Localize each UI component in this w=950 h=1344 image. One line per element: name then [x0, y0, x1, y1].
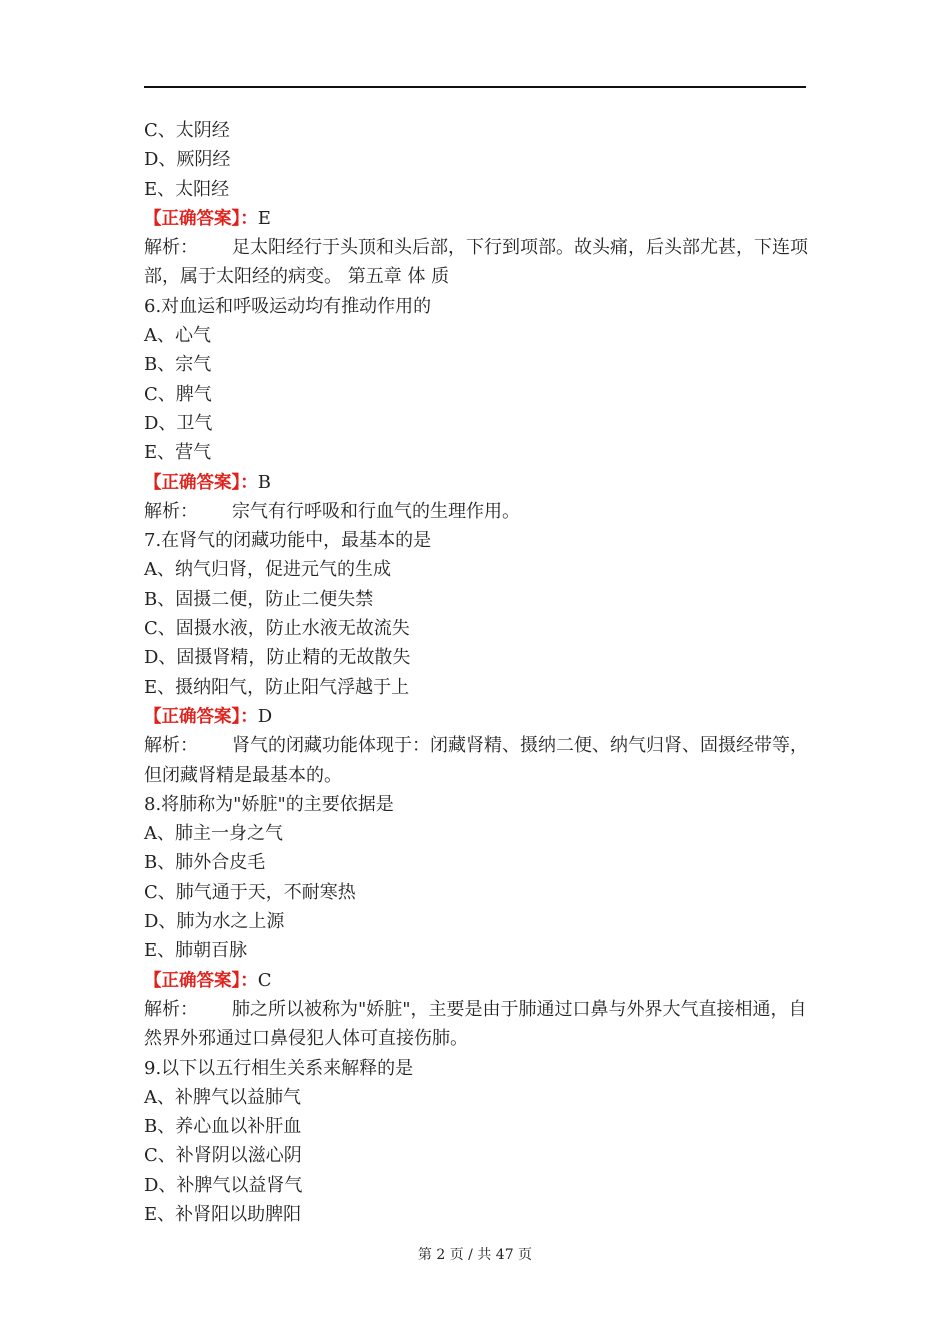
option-item: C、脾气 — [144, 383, 212, 405]
analysis-text: 足太阳经行于头顶和头后部，下行到项部。故头痛，后头部尤甚，下连项部，属于太阳经的病变。 第五章 体 质 — [144, 237, 808, 288]
analysis-paragraph — [144, 995, 808, 1054]
answer-label: 【正确答案】： — [144, 970, 258, 991]
analysis-text: 肺之所以被称为"娇脏"，主要是由于肺通过口鼻与外界大气直接相通，自然界外邪通过口鼻侵犯人体可直接伤肺。 — [144, 998, 807, 1050]
option-item: C、太阴经 — [144, 120, 230, 141]
analysis-text: 肾气的闭藏功能体现于：闭藏肾精、摄纳二便、纳气归肾、固摄经带等，但闭藏肾精是最基本的。 — [144, 735, 808, 786]
option-item: D、卫气 — [144, 412, 213, 434]
option-item: A、补脾气以益肺气 — [144, 1086, 301, 1108]
option-item: B、固摄二便，防止二便失禁 — [144, 588, 374, 610]
answer-label: 【正确答案】： — [144, 706, 258, 727]
option-item: C、肺气通于天，不耐寒热 — [144, 881, 356, 903]
answer-line — [144, 204, 808, 233]
option-item: C、补肾阴以滋心阴 — [144, 1145, 302, 1167]
option-item: C、固摄水液，防止水液无故流失 — [144, 618, 410, 640]
option-item: B、宗气 — [144, 354, 212, 376]
analysis-label: 解析： — [144, 998, 198, 1020]
analysis-label: 解析： — [144, 735, 198, 757]
answer-value: D — [257, 705, 273, 727]
option-item: D、肺为水之上源 — [144, 911, 285, 933]
analysis-paragraph — [144, 497, 808, 526]
option-item: A、纳气归肾，促进元气的生成 — [144, 559, 391, 581]
option-item: D、厥阴经 — [144, 149, 231, 171]
analysis-text: 宗气有行呼吸和行血气的生理作用。 — [232, 500, 520, 522]
answer-line — [144, 966, 808, 995]
question-text: 6.对血运和呼吸运动均有推动作用的 — [144, 295, 432, 317]
question-text: 9.以下以五行相生关系来解释的是 — [144, 1057, 414, 1079]
header-rule — [144, 86, 806, 88]
answer-value: B — [257, 471, 271, 493]
answer-label: 【正确答案】： — [144, 472, 258, 493]
analysis-paragraph — [144, 731, 808, 790]
option-item: B、肺外合皮毛 — [144, 852, 266, 874]
answer-value: C — [257, 969, 272, 991]
option-item: E、肺朝百脉 — [144, 940, 248, 962]
question-text: 8.将肺称为"娇脏"的主要依据是 — [144, 793, 394, 815]
option-item: A、肺主一身之气 — [144, 823, 283, 845]
option-item: E、摄纳阳气，防止阳气浮越于上 — [144, 676, 410, 698]
analysis-paragraph — [144, 233, 808, 292]
analysis-label: 解析： — [144, 500, 198, 522]
page-number-footer: 第 2 页 / 共 47 页 — [417, 1247, 533, 1263]
option-item: D、固摄肾精，防止精的无故散失 — [144, 647, 411, 669]
answer-value: E — [257, 207, 271, 229]
option-item: E、太阳经 — [144, 178, 230, 200]
option-item: E、补肾阳以助脾阳 — [144, 1203, 302, 1225]
option-item: A、心气 — [144, 325, 211, 347]
answer-label: 【正确答案】： — [144, 208, 258, 229]
page-content — [144, 116, 808, 1229]
question-text: 7.在肾气的闭藏功能中，最基本的是 — [144, 530, 432, 552]
option-item: B、养心血以补肝血 — [144, 1116, 302, 1138]
answer-line — [144, 702, 808, 731]
option-item: E、营气 — [144, 442, 212, 464]
answer-line — [144, 468, 808, 497]
analysis-label: 解析： — [144, 237, 198, 259]
option-item: D、补脾气以益肾气 — [144, 1174, 303, 1196]
